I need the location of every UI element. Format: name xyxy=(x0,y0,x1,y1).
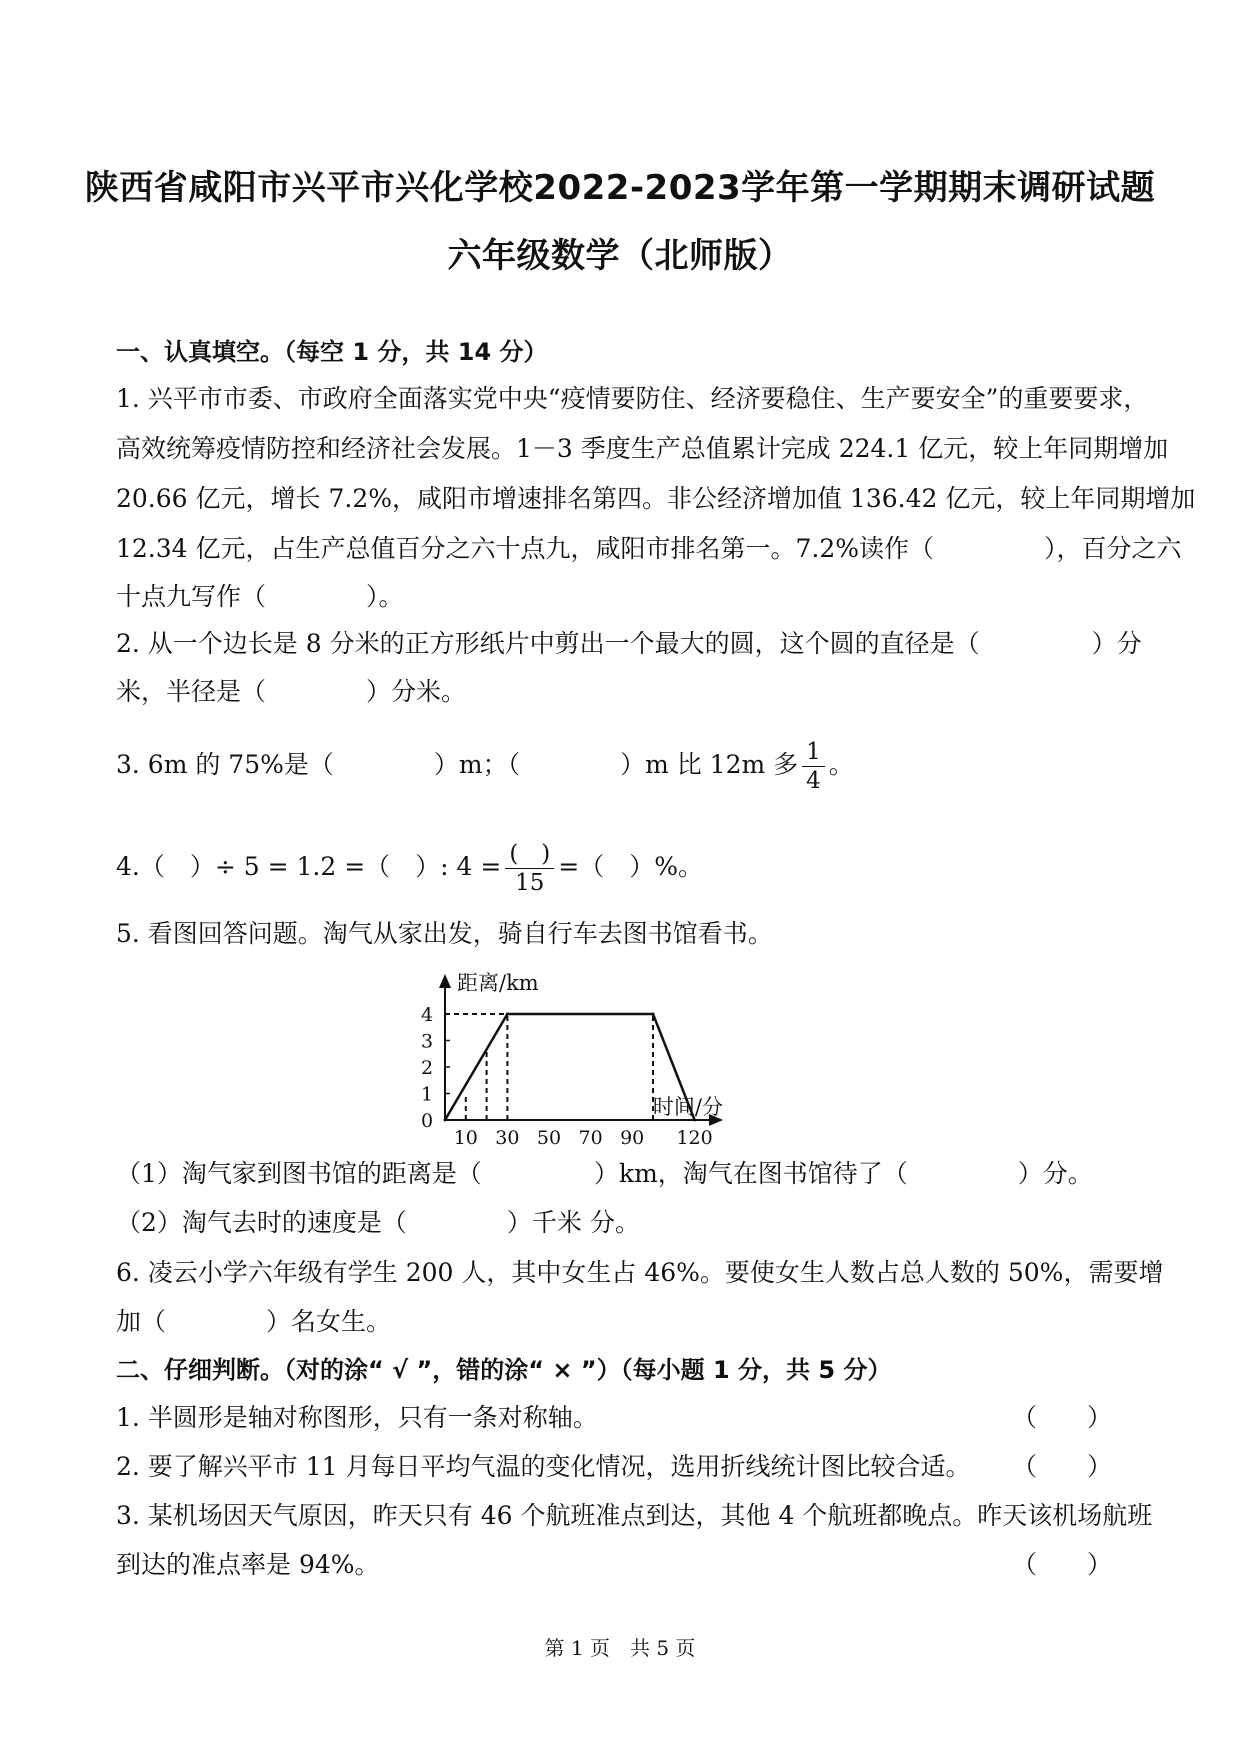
judge-q1-answer[interactable]: （ ） xyxy=(1012,1403,1113,1432)
q5-sub1-tail: ）分。 xyxy=(1017,1159,1093,1188)
q4-fraction-num: ( ) xyxy=(505,840,554,869)
judge-q3-line1: 3. 某机场因天气原因，昨天只有 46 个航班准点到达，其他 4 个航班都晚点。昨天该机场航班 xyxy=(116,1501,1153,1530)
q6-line2: 加（ ）名女生。 xyxy=(116,1307,392,1336)
y-tick-label: 0 xyxy=(420,1110,434,1132)
q5-intro: 5. 看图回答问题。淘气从家出发，骑自行车去图书馆看书。 xyxy=(116,919,773,948)
y-tick-label: 4 xyxy=(420,1004,434,1026)
q3-text: 3. 6m 的 75%是（ ）m；（ ）m 比 12m 多 xyxy=(116,750,799,779)
x-tick-label: 50 xyxy=(536,1127,562,1148)
exam-subtitle: 六年级数学（北师版） xyxy=(447,236,793,276)
y-tick-label: 1 xyxy=(420,1083,434,1106)
x-tick-label: 10 xyxy=(453,1127,478,1148)
y-axis-arrow xyxy=(439,974,451,988)
q5-sub1 xyxy=(116,1158,1093,1190)
q3-fraction-den: 4 xyxy=(806,768,821,794)
y-tick-label: 2 xyxy=(420,1057,434,1079)
judge-q1: 1. 半圆形是轴对称图形，只有一条对称轴。 xyxy=(116,1403,598,1432)
q1-line2: 高效统筹疫情防控和经济社会发展。1－3 季度生产总值累计完成 224.1 亿元，较上年同期增加 xyxy=(116,434,1169,463)
chart-labels xyxy=(421,971,723,1148)
q6-line1: 6. 凌云小学六年级有学生 200 人，其中女生占 46%。要使女生人数占总人数的 50%，需要增 xyxy=(116,1258,1164,1287)
section2-heading: 二、仔细判断。（对的涂“ √ ”，错的涂“ × ”）（每小题 1 分，共 5 分） xyxy=(116,1356,892,1384)
judge-q2: 2. 要了解兴平市 11 月每日平均气温的变化情况，选用折线统计图比较合适。 xyxy=(116,1452,971,1481)
x-axis-label: 时间/分 xyxy=(652,1095,723,1119)
q3-tail: 。 xyxy=(828,750,854,779)
q5-sub2: （2）淘气去时的速度是（ ）千米 分。 xyxy=(116,1208,640,1237)
section1-heading: 一、认真填空。（每空 1 分，共 14 分） xyxy=(116,338,548,366)
y-tick-label: 3 xyxy=(420,1030,434,1053)
judge-q3-line2: 到达的准点率是 94%。 xyxy=(116,1550,380,1579)
q1-line3: 20.66 亿元，增长 7.2%，咸阳市增速排名第四。非公经济增加值 136.42 亿元，较上年同期增加 xyxy=(116,484,1196,513)
x-tick-label: 30 xyxy=(495,1127,520,1148)
q1-line1: 1. 兴平市市委、市政府全面落实党中央“疫情要防住、经济要稳住、生产要安全”的重要要求， xyxy=(116,384,1149,413)
q1-line4 xyxy=(116,533,1182,565)
q3-fraction xyxy=(802,738,825,795)
data-point xyxy=(506,1013,509,1016)
q3-fraction-num: 1 xyxy=(802,738,825,767)
q5-sub1-text: （1）淘气家到图书馆的距离是（ xyxy=(116,1159,482,1188)
q2-line1-text: 2. 从一个边长是 8 分米的正方形纸片中剪出一个最大的圆，这个圆的直径是（ xyxy=(116,629,980,658)
q4-text-a: 4.（ ）÷ 5 = 1.2 =（ ）: 4 = xyxy=(116,852,502,881)
exam-title: 陕西省咸阳市兴平市兴化学校2022-2023学年第一学期期末调研试题 xyxy=(84,168,1156,208)
q3-line xyxy=(116,738,854,795)
page-footer: 第 1 页 共 5 页 xyxy=(544,1636,696,1660)
data-point xyxy=(652,1013,655,1016)
q4-fraction xyxy=(505,840,554,897)
q1-line5: 十点九写作（ ）。 xyxy=(116,582,404,611)
q1-line4-text: 12.34 亿元，占生产总值百分之六十点九，咸阳市排名第一。7.2%读作（ xyxy=(116,534,935,563)
q2-line1 xyxy=(116,628,1142,660)
x-tick-label: 90 xyxy=(620,1127,645,1148)
q4-line xyxy=(116,840,703,897)
q1-line4-tail: ），百分之六 xyxy=(1044,534,1182,563)
q2-line2: 米，半径是（ ）分米。 xyxy=(116,677,467,706)
judge-q2-answer[interactable]: （ ） xyxy=(1012,1452,1113,1481)
q5-sub1-mid: ）km，淘气在图书馆待了（ xyxy=(593,1159,908,1188)
judge-q3-answer[interactable]: （ ） xyxy=(1012,1550,1113,1579)
q4-text-b: =（ ）%。 xyxy=(558,852,703,881)
q4-fraction-den: 15 xyxy=(515,870,545,896)
y-axis-label: 距离/km xyxy=(457,971,539,995)
distance-time-chart xyxy=(405,968,825,1148)
data-point xyxy=(444,1119,447,1122)
x-tick-label: 70 xyxy=(578,1127,603,1148)
q2-line1-tail: ）分 xyxy=(1091,629,1142,658)
x-tick-label: 120 xyxy=(676,1127,713,1148)
